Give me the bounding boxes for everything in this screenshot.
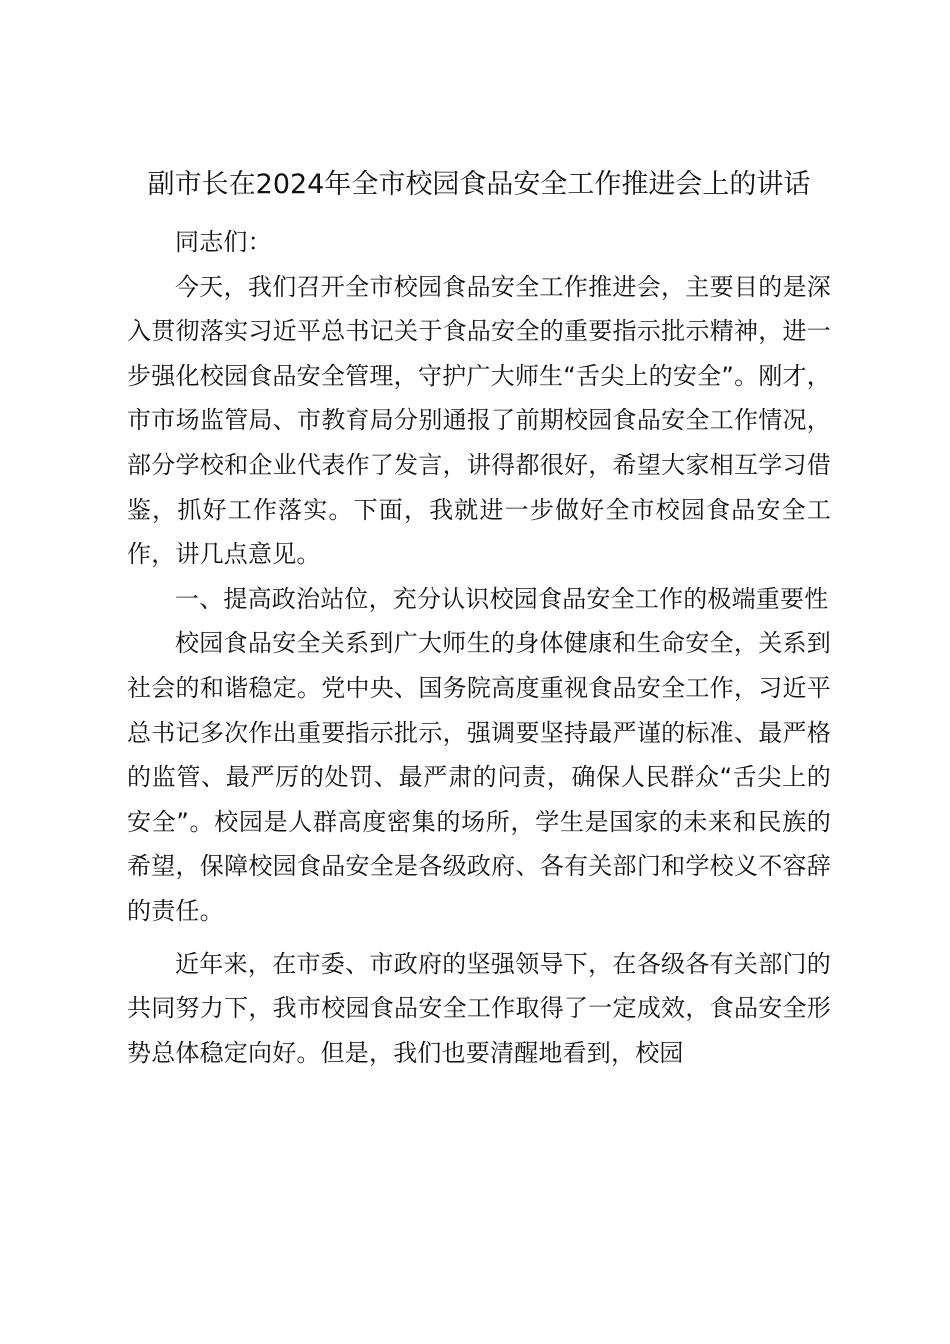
salutation: 同志们： xyxy=(175,228,272,256)
document-title: 副市长在2024年全市校园食品安全工作推进会上的讲话 xyxy=(147,169,811,200)
body-paragraph: 近年来，在市委、市政府的坚强领导下，在各级各有关部门的共同努力下，我市校园食品安全工作取得了一定成效，食品安全形势总体稳定向好。但是，我们也要清醒地看到，校园 xyxy=(127,949,831,1067)
body-paragraph: 今天，我们召开全市校园食品安全工作推进会，主要目的是深入贯彻落实习近平总书记关于食品安全的重要指示批示精神，进一步强化校园食品安全管理，守护广大师生“舌尖上的安全”。刚才，市市场监管局、市教育局分别通报了前期校园食品安全工作情况，部分学校和企业代表作了发言，讲得都很好，希望大家相互学习借鉴，抓好工作落实。下面，我就进一步做好全市校园食品安全工作，讲几点意见。 xyxy=(127,272,831,569)
section-heading: 一、提高政治站位，充分认识校园食品安全工作的极端重要性 xyxy=(175,584,829,613)
document-page xyxy=(127,150,831,1075)
body-paragraph: 校园食品安全关系到广大师生的身体健康和生命安全，关系到社会的和谐稳定。党中央、国务院高度重视食品安全工作，习近平总书记多次作出重要指示批示，强调要坚持最严谨的标准、最严格的监管、最严厉的处罚、最严肃的问责，确保人民群众“舌尖上的安全”。校园是人群高度密集的场所，学生是国家的未来和民族的希望，保障校园食品安全是各级政府、各有关部门和学校义不容辞的责任。 xyxy=(127,629,831,925)
